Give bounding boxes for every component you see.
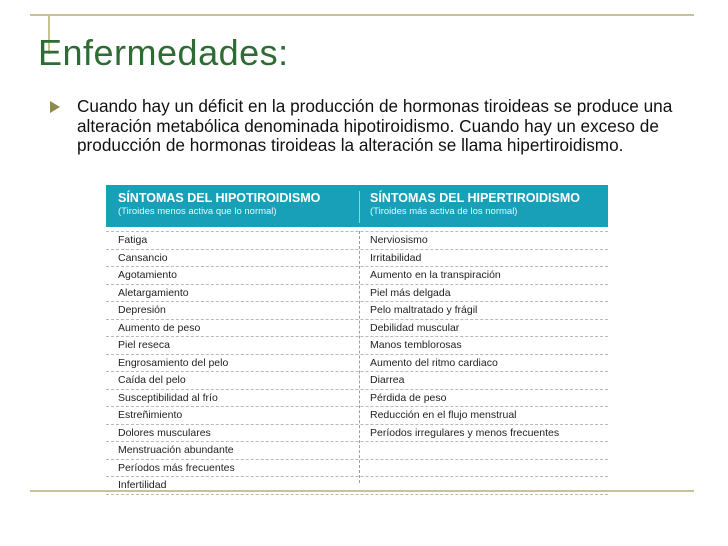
hyperthyroid-symptom: Pérdida de peso — [370, 391, 447, 404]
hyperthyroid-symptom: Manos temblorosas — [370, 339, 462, 351]
table-body — [106, 231, 608, 495]
hyperthyroid-symptom: Pelo maltratado y frágil — [370, 304, 478, 316]
hypothyroid-subtitle: (Tiroides menos activa que lo normal) — [118, 206, 277, 217]
hypothyroid-symptom: Susceptibilidad al frío — [118, 391, 218, 404]
hyperthyroid-symptom: Debilidad muscular — [370, 321, 460, 334]
table-header — [106, 185, 608, 227]
table-row — [106, 302, 608, 320]
hyperthyroid-symptom: Nerviosismo — [370, 234, 428, 246]
hyperthyroid-symptom: Aumento en la transpiración — [370, 269, 501, 281]
bullet-text: Cuando hay un déficit en la producción de hormonas tiroideas se produce una alteración metabólica denominada hipotiroidismo. Cuando hay un exceso de producción de hormonas tiroideas la alteración se llama hipertiroidismo. — [77, 96, 673, 155]
table-row — [106, 442, 608, 460]
hypothyroid-symptom: Cansancio — [118, 251, 168, 264]
hypothyroid-symptom: Estreñimiento — [118, 409, 183, 421]
table-row — [106, 320, 608, 338]
table-row — [106, 355, 608, 373]
hypothyroid-symptom: Dolores musculares — [118, 426, 211, 439]
table-row — [106, 285, 608, 303]
bullet-icon — [50, 101, 60, 113]
hyperthyroid-symptom: Aumento del ritmo cardiaco — [370, 356, 498, 369]
frame-bottom-line — [30, 490, 694, 492]
table-row — [106, 425, 608, 443]
hypothyroid-symptom: Depresión — [118, 304, 166, 316]
table-row — [106, 460, 608, 478]
symptoms-table — [106, 185, 608, 491]
hypothyroid-symptom: Aumento de peso — [118, 321, 201, 334]
hypothyroid-symptom: Caída del pelo — [118, 374, 186, 386]
hyperthyroid-symptom: Irritabilidad — [370, 251, 422, 264]
hypothyroid-symptom: Engrosamiento del pelo — [118, 356, 229, 369]
hyperthyroid-header — [370, 191, 580, 218]
table-row — [106, 407, 608, 425]
table-row — [106, 267, 608, 285]
header-divider — [359, 191, 360, 223]
hyperthyroid-symptom: Piel más delgada — [370, 286, 451, 299]
slide-title: Enfermedades: — [38, 32, 289, 73]
hypothyroid-symptom: Agotamiento — [118, 269, 177, 281]
table-row — [106, 337, 608, 355]
hypothyroid-header — [118, 191, 320, 218]
hypothyroid-title: SÍNTOMAS DEL HIPOTIROIDISMO — [118, 191, 321, 205]
hypothyroid-symptom: Períodos más frecuentes — [118, 461, 235, 474]
hypothyroid-symptom: Piel reseca — [118, 339, 170, 351]
hypothyroid-symptom: Menstruación abundante — [118, 444, 234, 456]
table-row — [106, 372, 608, 390]
hypothyroid-symptom: Aletargamiento — [118, 286, 189, 299]
hypothyroid-symptom: Fatiga — [118, 234, 148, 246]
hypothyroid-symptom: Infertilidad — [118, 479, 167, 491]
table-row — [106, 250, 608, 268]
hyperthyroid-subtitle: (Tiroides más activa de los normal) — [370, 206, 518, 217]
hyperthyroid-title: SÍNTOMAS DEL HIPERTIROIDISMO — [370, 191, 580, 205]
table-row — [106, 231, 608, 250]
table-row — [106, 390, 608, 408]
hyperthyroid-symptom: Períodos irregulares y menos frecuentes — [370, 426, 560, 439]
hyperthyroid-symptom: Reducción en el flujo menstrual — [370, 409, 517, 421]
hyperthyroid-symptom: Diarrea — [370, 374, 405, 386]
